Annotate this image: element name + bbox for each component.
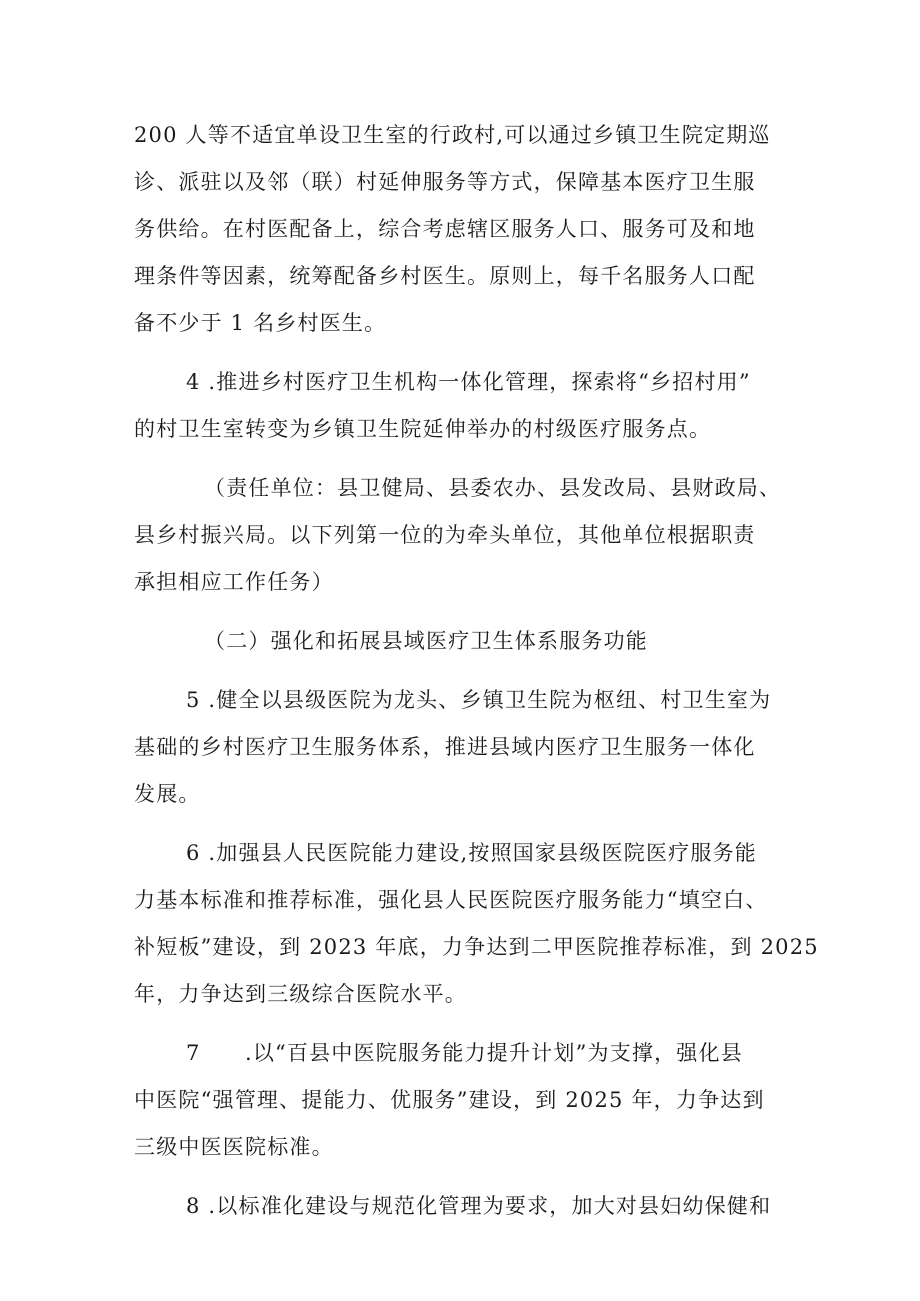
text-line: 6 .加强县人民医院能力建设,按照国家县级医院医疗服务能 [186, 841, 757, 865]
text-line: 务供给。在村医配备上，综合考虑辖区服务人口、服务可及和地 [134, 217, 756, 241]
text-line: （责任单位：县卫健局、县委农办、县发改局、县财政局、 [204, 476, 782, 500]
text-line: 诊、派驻以及邻（联）村延伸服务等方式，保障基本医疗卫生服 [134, 170, 756, 194]
section-heading-2 [134, 618, 794, 665]
paragraph-item-6 [134, 830, 819, 1018]
text-line: 7 .以“百县中医院服务能力提升计划”为支撑，强化县 [186, 1041, 743, 1065]
text-line: 年，力争达到三级综合医院水平。 [134, 982, 467, 1006]
paragraph-item-5 [134, 677, 794, 818]
text-line: 力基本标准和推荐标准，强化县人民医院医疗服务能力“填空白、 [134, 888, 768, 912]
text-line: 三级中医医院标准。 [134, 1135, 334, 1159]
text-line: 的村卫生室转变为乡镇卫生院延伸举办的村级医疗服务点。 [134, 417, 712, 441]
text-line: 县乡村振兴局。以下列第一位的为牵头单位，其他单位根据职责 [134, 523, 756, 547]
text-line: 4 .推进乡村医疗卫生机构一体化管理，探索将“乡招村用” [186, 370, 751, 394]
paragraph-item-4 [134, 359, 794, 453]
text-line: 200 人等不适宜单设卫生室的行政村,可以通过乡镇卫生院定期巡 [134, 123, 771, 147]
text-line: 补短板”建设，到 2023 年底，力争达到二甲医院推荐标准，到 2025 [134, 935, 819, 959]
paragraph-village-clinic-coverage [134, 112, 794, 347]
text-line: 承担相应工作任务） [134, 570, 334, 594]
text-line: 理条件等因素，统筹配备乡村医生。原则上，每千名服务人口配 [134, 264, 756, 288]
paragraph-responsible-units [134, 465, 794, 606]
document-body [134, 112, 819, 1242]
text-line: 8 .以标准化建设与规范化管理为要求，加大对县妇幼保健和 [186, 1194, 772, 1218]
paragraph-item-8 [134, 1183, 794, 1230]
text-line: 基础的乡村医疗卫生服务体系，推进县域内医疗卫生服务一体化 [134, 735, 756, 759]
text-line: 备不少于 1 名乡村医生。 [134, 311, 387, 335]
text-line: 发展。 [134, 782, 201, 806]
paragraph-item-7 [134, 1030, 794, 1171]
text-line: 中医院“强管理、提能力、优服务”建设，到 2025 年，力争达到 [134, 1088, 765, 1112]
text-line: 5 .健全以县级医院为龙头、乡镇卫生院为枢纽、村卫生室为 [186, 688, 772, 712]
section-heading-text: （二）强化和拓展县域医疗卫生体系服务功能 [204, 629, 648, 653]
